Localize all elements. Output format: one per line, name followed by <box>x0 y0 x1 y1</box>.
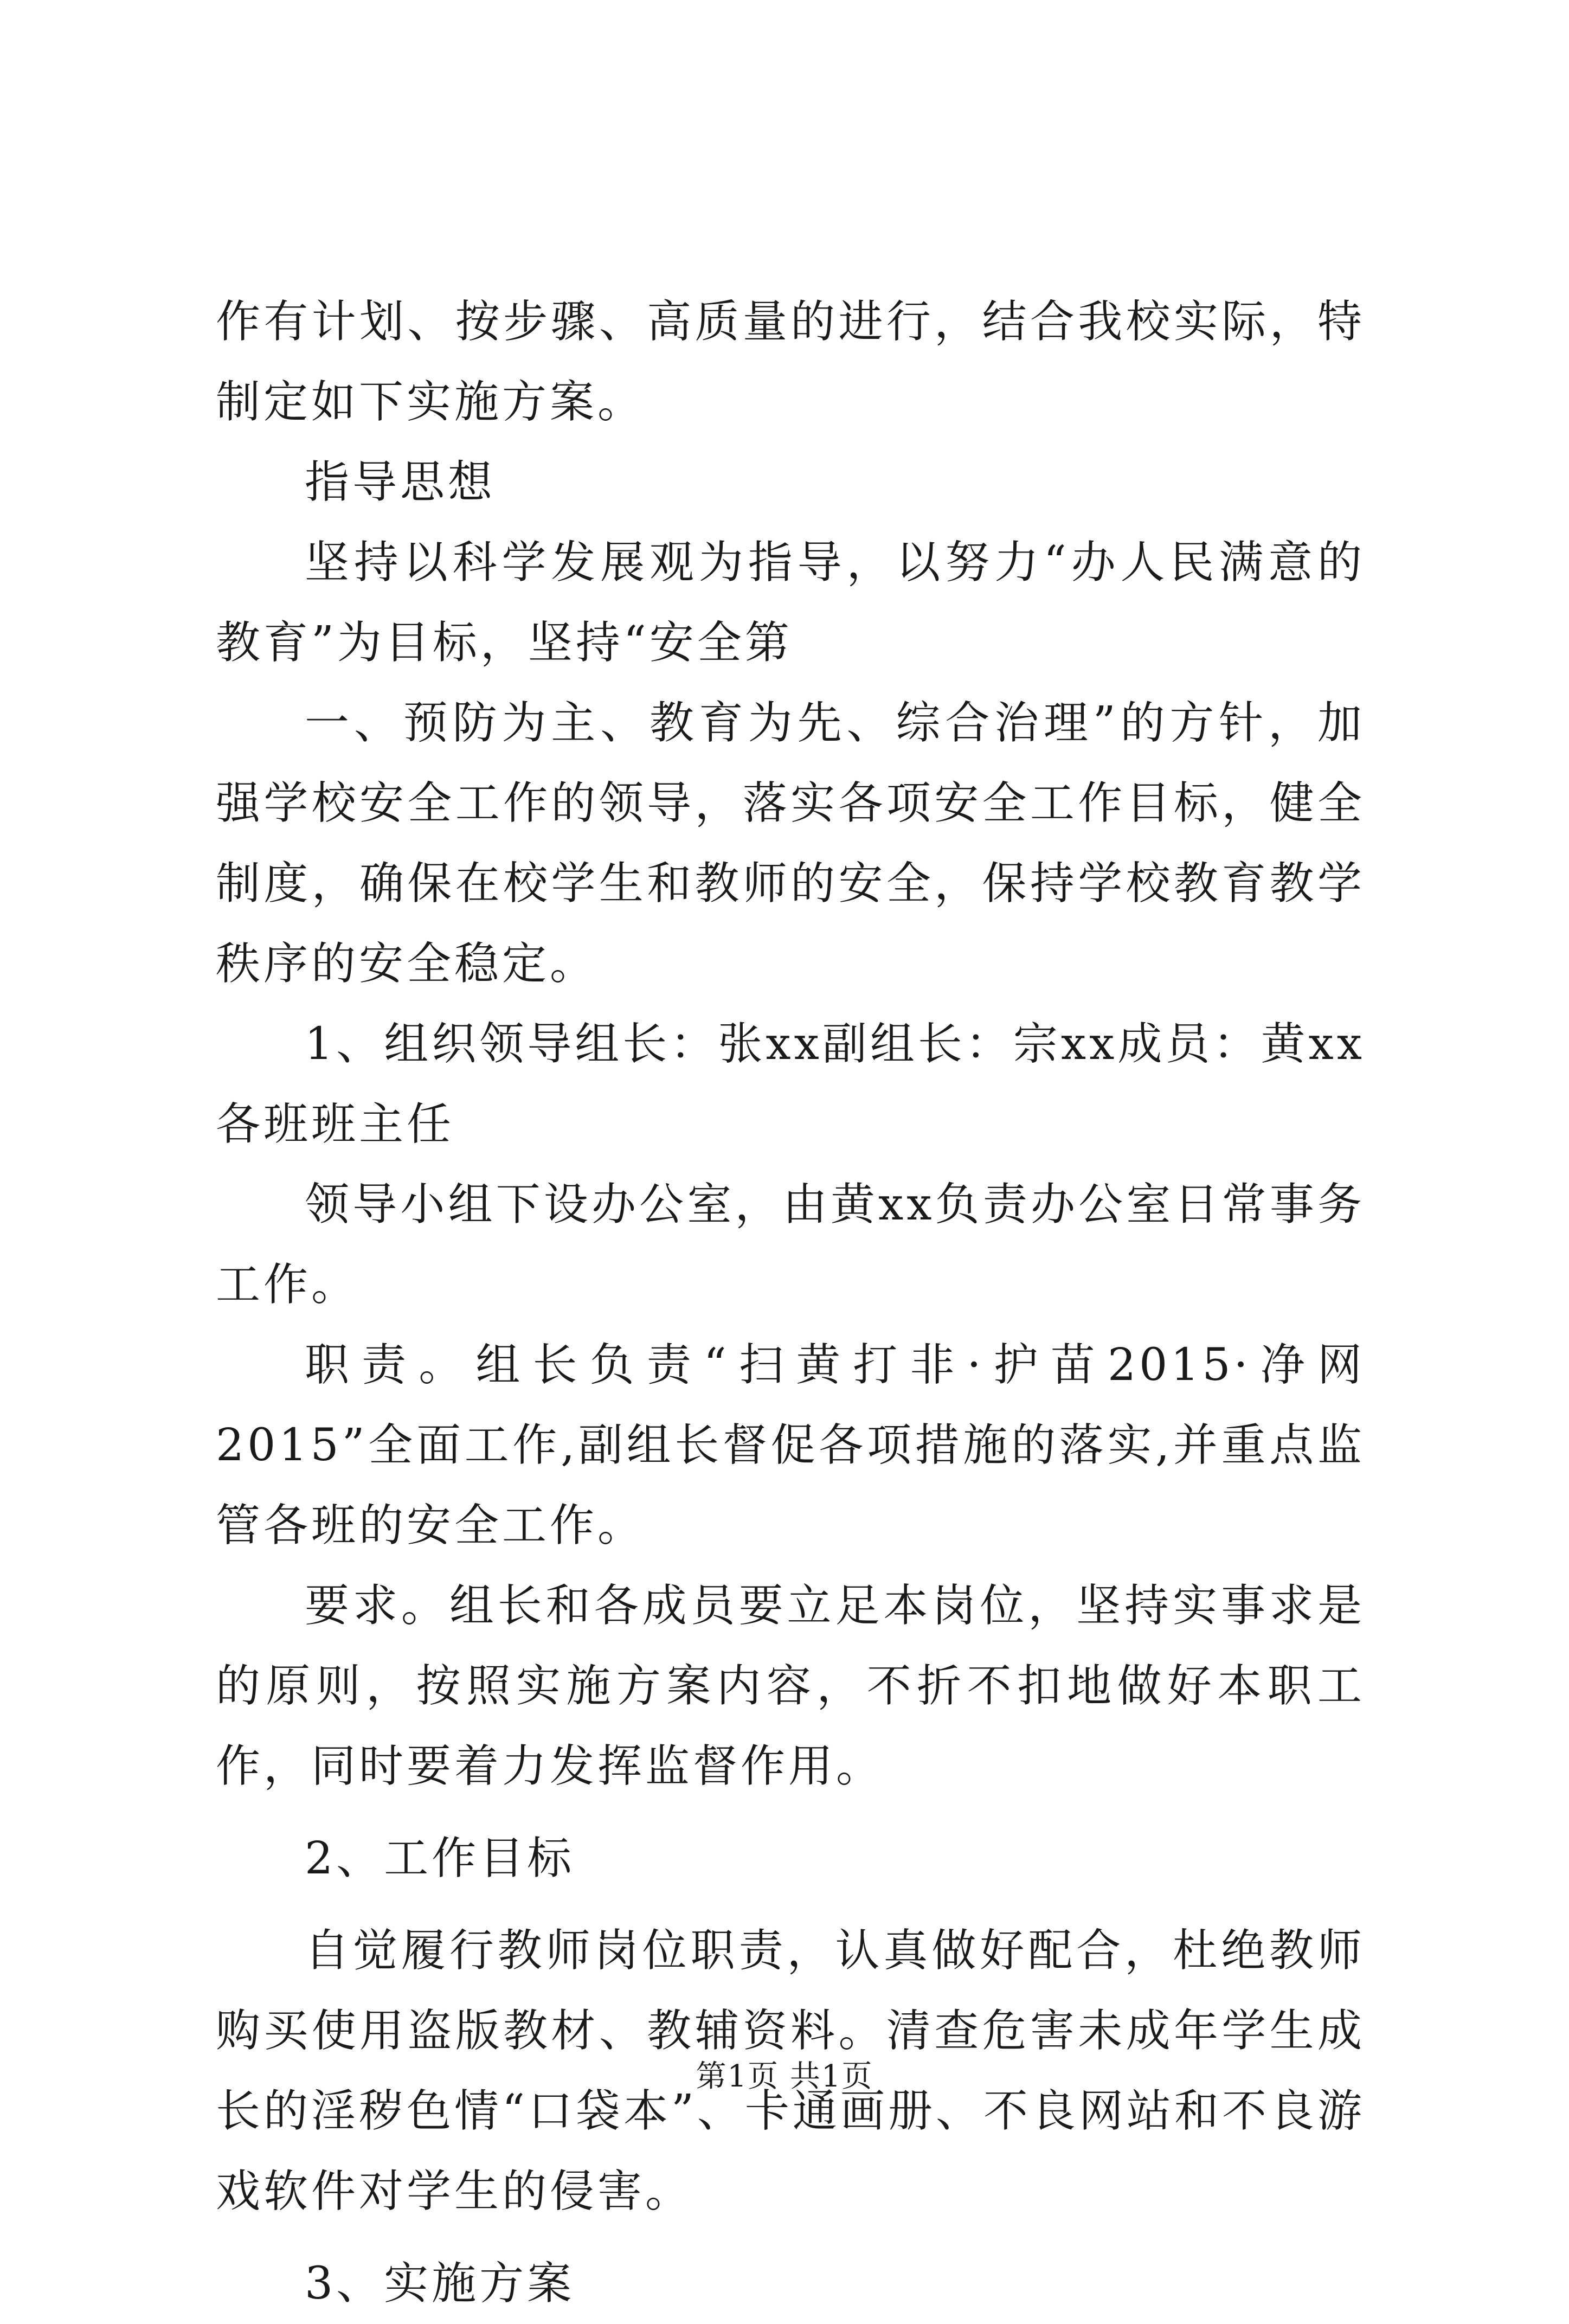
heading-work-goals: 2、工作目标 <box>305 1833 575 1884</box>
heading-implementation: 3、实施方案 <box>305 2258 575 2309</box>
page-footer: 第1页 共1页 <box>696 2059 873 2094</box>
paragraph-policy: 一、预防为主、教育为先、综合治理”的方针，加强学校安全工作的领导，落实各项安全工作目标，健全制度，确保在校学生和教师的安全，保持学校教育教学秩序的安全稳定。 <box>216 697 1365 990</box>
heading-guiding-ideology: 指导思想 <box>305 457 496 508</box>
paragraph-office: 领导小组下设办公室，由黄xx负责办公室日常事务工作。 <box>216 1179 1365 1311</box>
paragraph-duties: 职责。组长负责“扫黄打非·护苗2015·净网2015”全面工作,副组长督促各项措施的落实,并重点监管各班的安全工作。 <box>216 1339 1365 1551</box>
paragraph-guiding-ideology: 坚持以科学发展观为指导，以努力“办人民满意的教育”为目标，坚持“安全第 <box>216 537 1365 669</box>
paragraph-requirements: 要求。组长和各成员要立足本岗位，坚持实事求是的原则，按照实施方案内容，不折不扣地做好本职工作，同时要着力发挥监督作用。 <box>216 1580 1365 1792</box>
paragraph-work-goals: 自觉履行教师岗位职责，认真做好配合，杜绝教师购买使用盗版教材、教辅资料。清查危害未成年学生成长的淫秽色情“口袋本”、卡通画册、不良网站和不良游戏软件对学生的侵害。 <box>216 1925 1365 2217</box>
document-body <box>216 282 1365 2324</box>
paragraph-intro: 作有计划、按步骤、高质量的进行，结合我校实际，特制定如下实施方案。 <box>216 296 1365 428</box>
heading-organization: 1、组织领导组长：张xx副组长：宗xx成员：黄xx各班班主任 <box>216 1018 1365 1150</box>
